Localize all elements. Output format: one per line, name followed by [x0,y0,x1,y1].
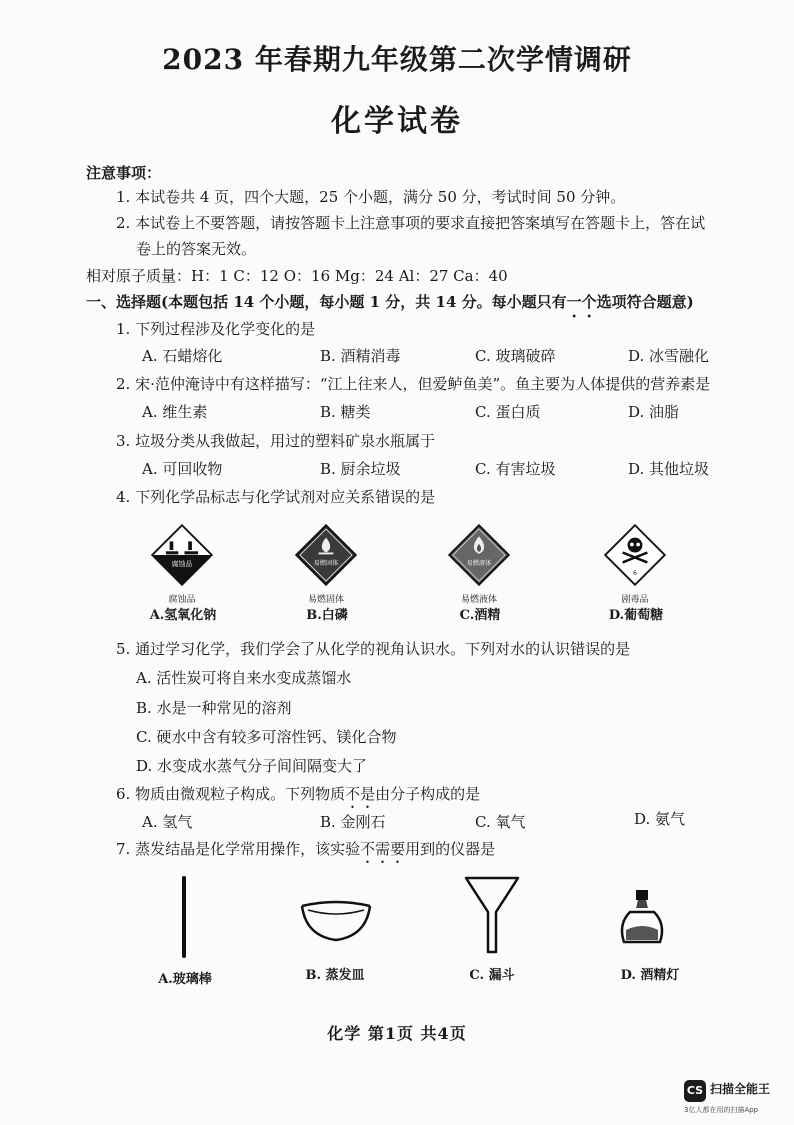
q2-option-d: D. 油脂 [628,403,680,421]
camscanner-logo-icon: CS [684,1080,706,1102]
q7-stem [116,838,495,867]
q2-option-b: B. 糖类 [320,403,371,421]
sign-a-caption: 腐蚀品 [168,595,196,605]
sign-b-inner-text: 易燃固体 [313,559,339,567]
q4-option-c: C.酒精 [459,608,501,623]
q7-stem-post: 用到的仪器是 [405,840,496,858]
q6-option-d: D. 氨气 [634,810,686,828]
page-footer: 化学 第1页 共4页 [327,1024,467,1043]
q3-stem: 3. 垃圾分类从我做起，用过的塑料矿泉水瓶属于 [116,432,436,450]
q6-stem-post: 由分子构成的是 [375,785,481,803]
q1-stem: 1. 下列过程涉及化学变化的是 [116,320,316,338]
q6-option-a: A. 氢气 [142,813,193,831]
q7-option-c: C. 漏斗 [469,968,515,983]
flammable-solid-hazard-icon [295,524,357,586]
sign-d-caption: 剧毒品 [621,595,649,605]
q4-option-d: D.葡萄糖 [608,608,664,623]
q5-option-b: B. 水是一种常见的溶剂 [136,699,292,717]
q6-option-c: C. 氧气 [475,813,526,831]
q7-stem-pre: 7. 蒸发结晶是化学常用操作，该实验 [116,840,361,858]
section-heading-emph: 一个 [566,293,597,311]
q2-option-a: A. 维生素 [142,403,208,421]
q7-option-a: A.玻璃棒 [158,972,212,987]
q1-option-d: D. 冰雪融化 [628,347,710,365]
q6-stem-pre: 6. 物质由微观粒子构成。下列物质 [116,785,346,803]
q1-option-c: C. 玻璃破碎 [475,347,556,365]
q5-option-a: A. 活性炭可将自来水变成蒸馏水 [136,669,352,687]
q3-option-a: A. 可回收物 [142,460,223,478]
notice-item-1: 1. 本试卷共 4 页，四个大题，25 个小题，满分 50 分，考试时间 50 分钟。 [116,188,626,206]
notice-item-2-line-2: 卷上的答案无效。 [136,240,257,258]
exam-title: 2023 年春期九年级第二次学情调研 [162,43,632,76]
camscanner-tagline: 3亿人都在用的扫描App [684,1106,759,1114]
q5-option-d: D. 水变成水蒸气分子间间隔变大了 [136,757,368,775]
sign-b-caption: 易燃固体 [307,595,344,605]
q3-option-b: B. 厨余垃圾 [320,460,401,478]
q6-stem-emph: 不是 [345,785,376,803]
toxic-skull-hazard-icon [604,524,666,586]
section-heading-pre: 一、选择题(本题包括 14 个小题，每小题 1 分，共 14 分。每小题只有 [86,293,567,311]
q4-stem: 4. 下列化学品标志与化学试剂对应关系错误的是 [116,488,436,506]
sign-c-inner-text: 易燃液体 [466,559,492,567]
q3-option-c: C. 有害垃圾 [475,460,556,478]
sign-c-caption: 易燃液体 [460,595,497,605]
q2-stem: 2. 宋·范仲淹诗中有这样描写：“江上往来人，但爱鲈鱼美”。鱼主要为人体提供的营养素是 [116,375,711,393]
notice-item-2-line-1: 2. 本试卷上不要答题，请按答题卡上注意事项的要求直接把答案填写在答题卡上，答在试 [116,214,706,232]
section-heading-post: 选项符合题意) [596,293,694,311]
q6-option-b: B. 金刚石 [320,813,386,831]
q3-option-d: D. 其他垃圾 [628,460,710,478]
q4-option-b: B.白磷 [306,608,348,623]
q1-option-a: A. 石蜡熔化 [142,347,223,365]
section-1-heading [86,291,694,321]
q7-option-d: D. 酒精灯 [620,968,680,983]
q5-option-c: C. 硬水中含有较多可溶性钙、镁化合物 [136,728,397,746]
svg-text:6: 6 [633,569,637,577]
q5-stem: 5. 通过学习化学，我们学会了从化学的视角认识水。下列对水的认识错误的是 [116,640,631,658]
q4-option-a: A.氢氧化钠 [149,608,217,623]
q6-stem [116,783,480,812]
q1-option-b: B. 酒精消毒 [320,347,401,365]
evaporating-dish-icon [298,896,374,946]
notice-heading: 注意事项： [86,164,162,182]
flammable-liquid-hazard-icon [448,524,510,586]
q2-option-c: C. 蛋白质 [475,403,541,421]
sign-a-inner-text: 腐蚀品 [171,560,193,569]
atomic-mass-line: 相对原子质量：H：1 C：12 O：16 Mg：24 Al：27 Ca：40 [86,267,508,285]
q7-option-b: B. 蒸发皿 [305,968,365,983]
exam-subtitle: 化学试卷 [331,104,463,139]
corrosive-hazard-icon [151,524,213,586]
glass-rod-icon [178,874,190,960]
funnel-icon [462,872,522,956]
alcohol-lamp-icon [614,884,670,946]
camscanner-name: 扫描全能王 [710,1082,771,1096]
q7-stem-emph: 不需要 [360,840,406,858]
